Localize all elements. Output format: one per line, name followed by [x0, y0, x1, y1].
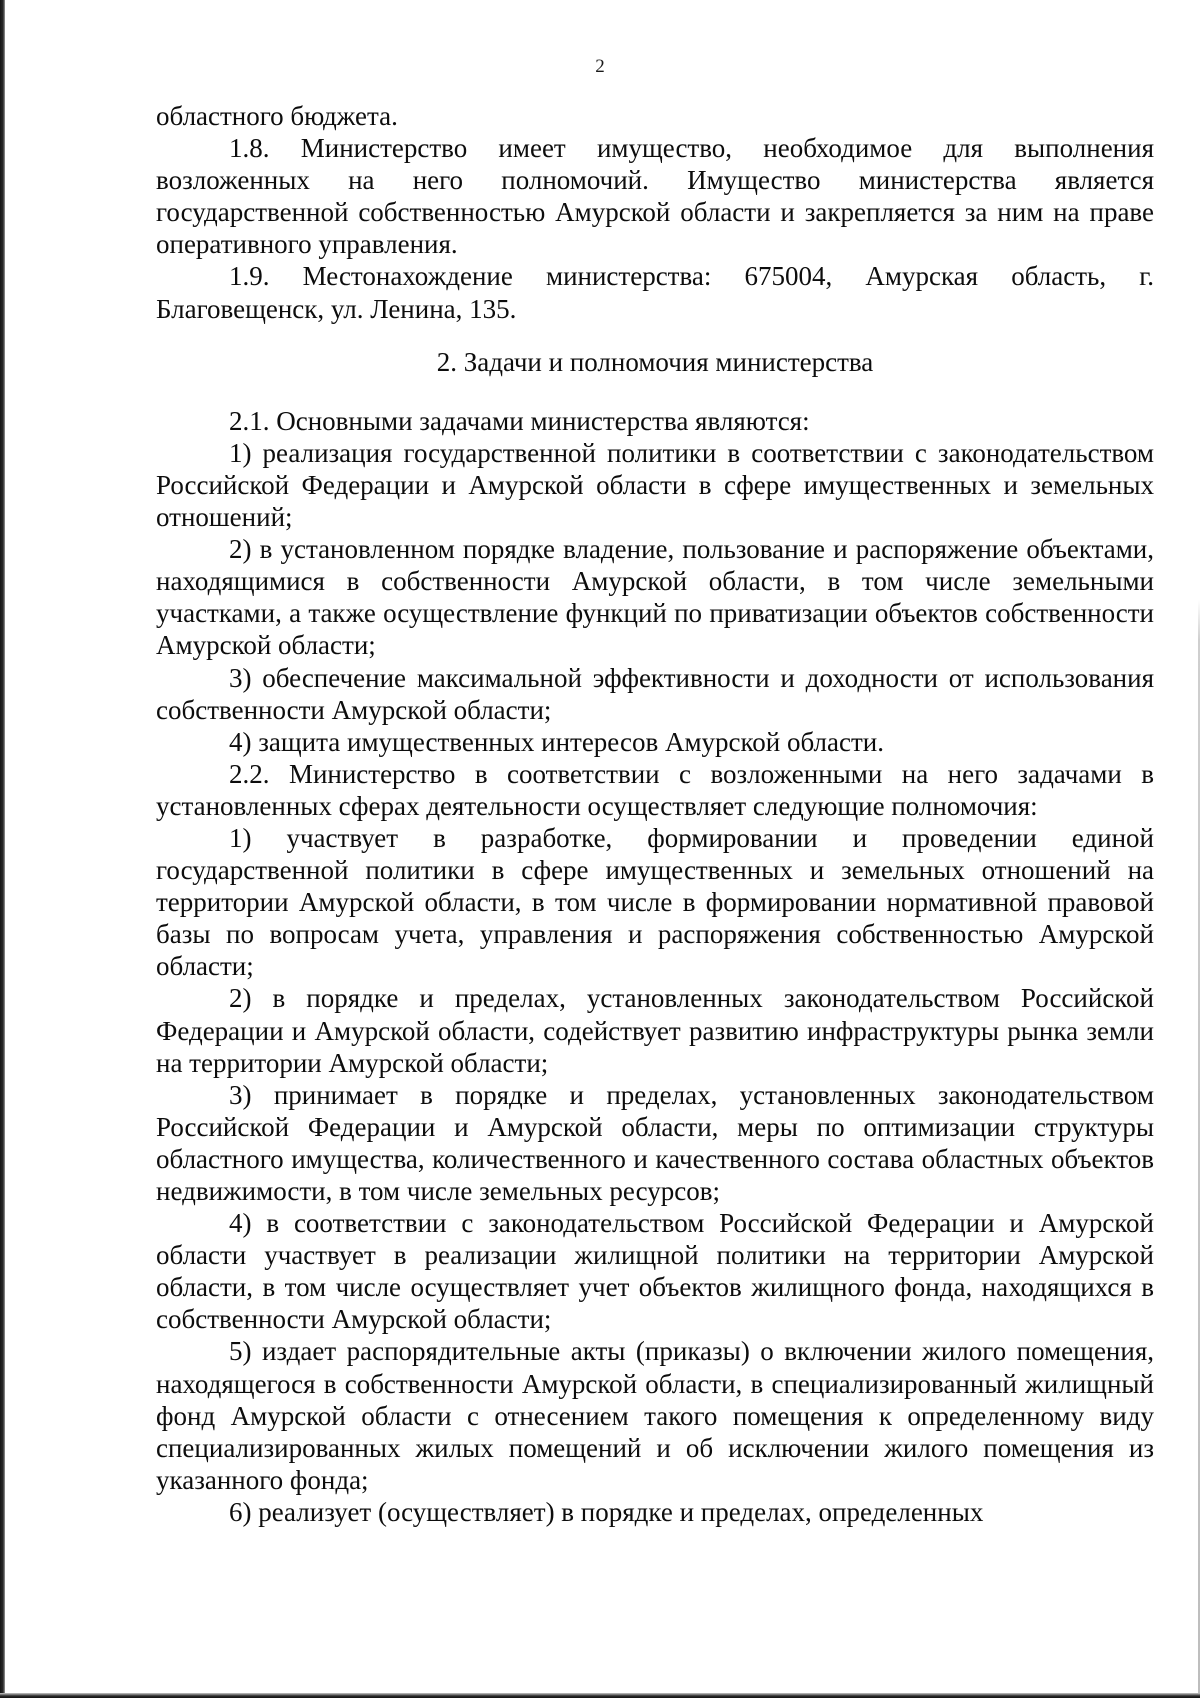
paragraph: 3) обеспечение максимальной эффективности и доходности от использования собственности Амурской области;: [156, 662, 1154, 725]
page-number: 2: [595, 56, 605, 77]
document-body: [156, 100, 1154, 1528]
paragraph: 4) в соответствии с законодательством Российской Федерации и Амурской области участвует в реализации жилищной политики на территории Амурской области, в том числе осуществляет учет объектов жилищного фонда, находящихся в собственности Амурской области;: [156, 1208, 1154, 1335]
paragraph: 1) участвует в разработке, формировании и проведении единой государственной политики в сфере имущественных и земельных отношений на территории Амурской области, в том числе в формировании нормативной правовой базы по вопросам учета, управления и распоряжения собственностью Амурской области;: [156, 822, 1154, 982]
section-heading: 2. Задачи и полномочия министерства: [436, 346, 874, 377]
paragraph: 1.8. Министерство имеет имущество, необходимое для выполнения возложенных на него полномочий. Имущество министерства является государственной собственностью Амурской области и закрепляется за ним на праве оперативного управления.: [156, 133, 1154, 260]
paragraph: 3) принимает в порядке и пределах, установленных законодательством Российской Федерации и Амурской области, меры по оптимизации структуры областного имущества, количественного и качественного состава областных объектов недвижимости, в том числе земельных ресурсов;: [156, 1079, 1154, 1206]
paragraph: 2.2. Министерство в соответствии с возложенными на него задачами в установленных сферах деятельности осуществляет следующие полномочия:: [156, 758, 1154, 821]
scan-edge-left: [0, 0, 5, 1698]
paragraph: 1) реализация государственной политики в соответствии с законодательством Российской Федерации и Амурской области в сфере имущественных и земельных отношений;: [156, 437, 1154, 533]
paragraph: 4) защита имущественных интересов Амурской области.: [229, 726, 884, 757]
paragraph: 5) издает распорядительные акты (приказы) о включении жилого помещения, находящегося в собственности Амурской области, в специализированный жилищный фонд Амурской области с отнесением такого помещения к определенному виду специализированных жилых помещений и об исключении жилого помещения из указанного фонда;: [156, 1336, 1154, 1495]
paragraph: 2) в установленном порядке владение, пользование и распоряжение объектами, находящимися в собственности Амурской области, в том числе земельными участками, а также осуществление функций по приватизации объектов собственности Амурской области;: [156, 534, 1154, 661]
paragraph: областного бюджета.: [156, 101, 398, 131]
paragraph: 1.9. Местонахождение министерства: 675004, Амурская область, г. Благовещенск, ул. Ленина, 135.: [156, 261, 1154, 324]
paragraph: 6) реализует (осуществляет) в порядке и пределах, определенных: [229, 1496, 984, 1527]
paragraph: 2.1. Основными задачами министерства являются:: [229, 405, 810, 436]
scan-edge-bottom: [0, 1693, 1200, 1698]
paragraph: 2) в порядке и пределах, установленных законодательством Российской Федерации и Амурской области, содействует развитию инфраструктуры рынка земли на территории Амурской области;: [156, 983, 1154, 1078]
